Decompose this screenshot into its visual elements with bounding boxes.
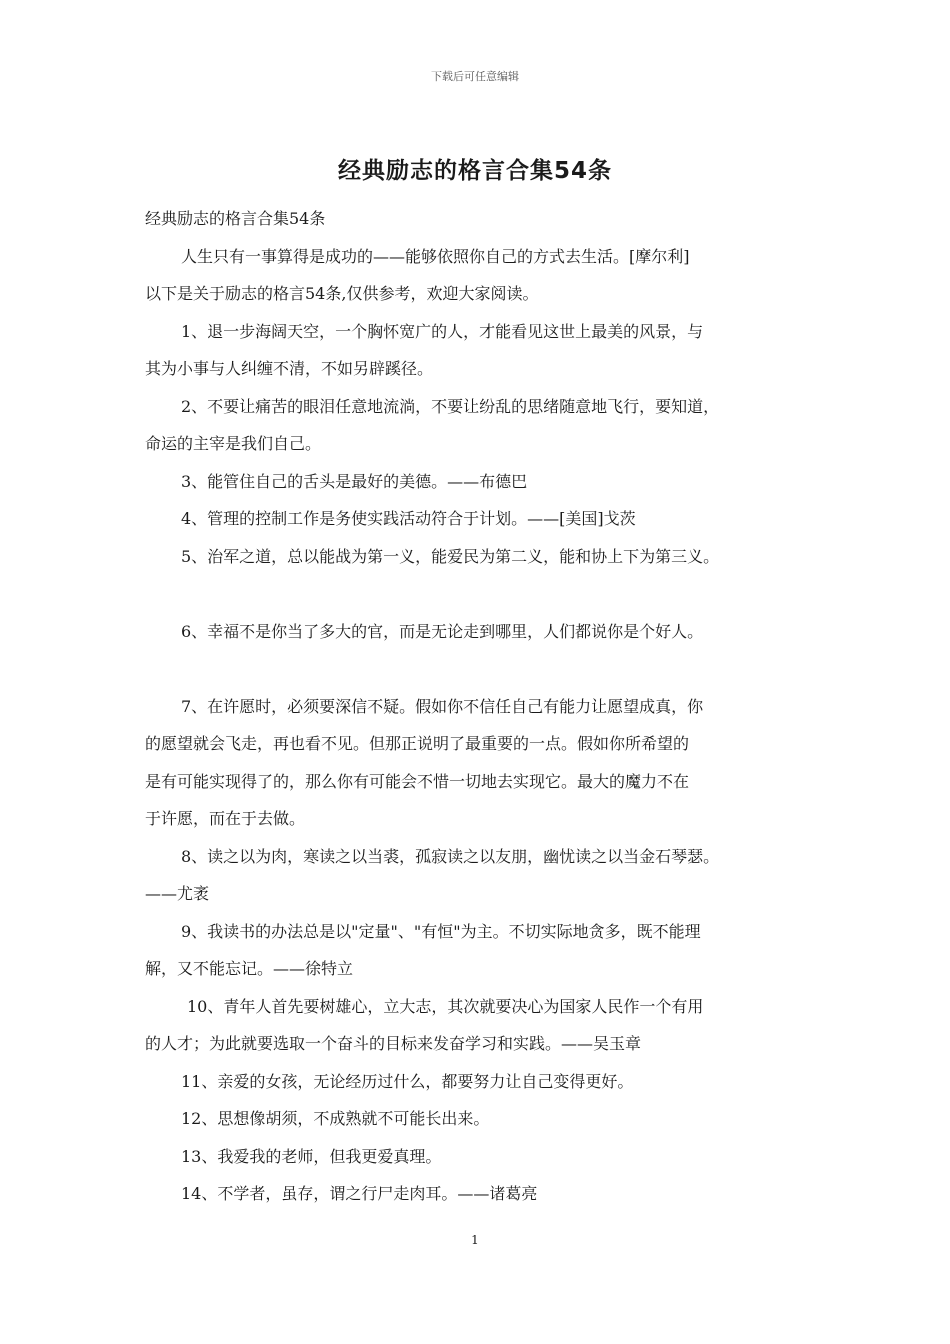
quote-6: 6、幸福不是你当了多大的官，而是无论走到哪里，人们都说你是个好人。 [181, 621, 704, 641]
quote-4: 4、管理的控制工作是务使实践活动符合于计划。——[美国]戈茨 [181, 509, 636, 528]
quote-9-line-2: 解，又不能忘记。——徐特立 [145, 959, 354, 978]
quote-9-line-1: 9、我读书的办法总是以"定量"、"有恒"为主。不切实际地贪多，既不能理 [181, 921, 701, 941]
header-note: 下载后可任意编辑 [431, 70, 519, 83]
quote-3: 3、能管住自己的舌头是最好的美德。——布德巴 [181, 471, 528, 491]
quote-12: 12、思想像胡须，不成熟就不可能长出来。 [181, 1109, 490, 1128]
quote-10-line-2: 的人才；为此就要选取一个奋斗的目标来发奋学习和实践。——吴玉章 [145, 1034, 642, 1053]
quote-1-line-2: 其为小事与人纠缠不清，不如另辟蹊径。 [145, 359, 434, 378]
quote-2-line-1: 2、不要让痛苦的眼泪任意地流淌，不要让纷乱的思绪随意地飞行，要知道， [181, 396, 720, 416]
intro-line-2: 以下是关于励志的格言54条,仅供参考，欢迎大家阅读。 [145, 284, 539, 303]
intro-line-1: 人生只有一事算得是成功的——能够依照你自己的方式去生活。[摩尔利] [181, 246, 690, 266]
quote-8-line-1: 8、读之以为肉，寒读之以当裘，孤寂读之以友朋，幽忧读之以当金石琴瑟。 [181, 846, 720, 866]
quote-14: 14、不学者，虽存，谓之行尸走肉耳。——诸葛亮 [181, 1184, 538, 1203]
quote-2-line-2: 命运的主宰是我们自己。 [145, 434, 322, 453]
quote-7-line-4: 于许愿，而在于去做。 [145, 809, 306, 828]
quote-8-line-2: ——尤袤 [145, 884, 210, 903]
quote-11: 11、亲爱的女孩，无论经历过什么，都要努力让自己变得更好。 [181, 1071, 634, 1091]
quote-1-line-1: 1、退一步海阔天空，一个胸怀宽广的人，才能看见这世上最美的风景，与 [181, 321, 704, 341]
document-title: 经典励志的格言合集54条 [337, 158, 612, 184]
quote-7-line-2: 的愿望就会飞走，再也看不见。但那正说明了最重要的一点。假如你所希望的 [145, 734, 690, 753]
quote-5: 5、治军之道，总以能战为第一义，能爱民为第二义，能和协上下为第三义。 [181, 546, 720, 566]
blank-line [145, 575, 825, 613]
document-body [145, 200, 825, 1213]
quote-13: 13、我爱我的老师，但我更爱真理。 [181, 1146, 442, 1166]
page-number: 1 [471, 1233, 479, 1247]
subtitle: 经典励志的格言合集54条 [145, 209, 326, 228]
quote-7-line-3: 是有可能实现得了的，那么你有可能会不惜一切地去实现它。最大的魔力不在 [145, 771, 690, 791]
blank-line [145, 650, 825, 688]
quote-10-line-1: 10、青年人首先要树雄心，立大志，其次就要决心为国家人民作一个有用 [187, 996, 704, 1016]
quote-7-line-1: 7、在许愿时，必须要深信不疑。假如你不信任自己有能力让愿望成真，你 [181, 696, 704, 716]
